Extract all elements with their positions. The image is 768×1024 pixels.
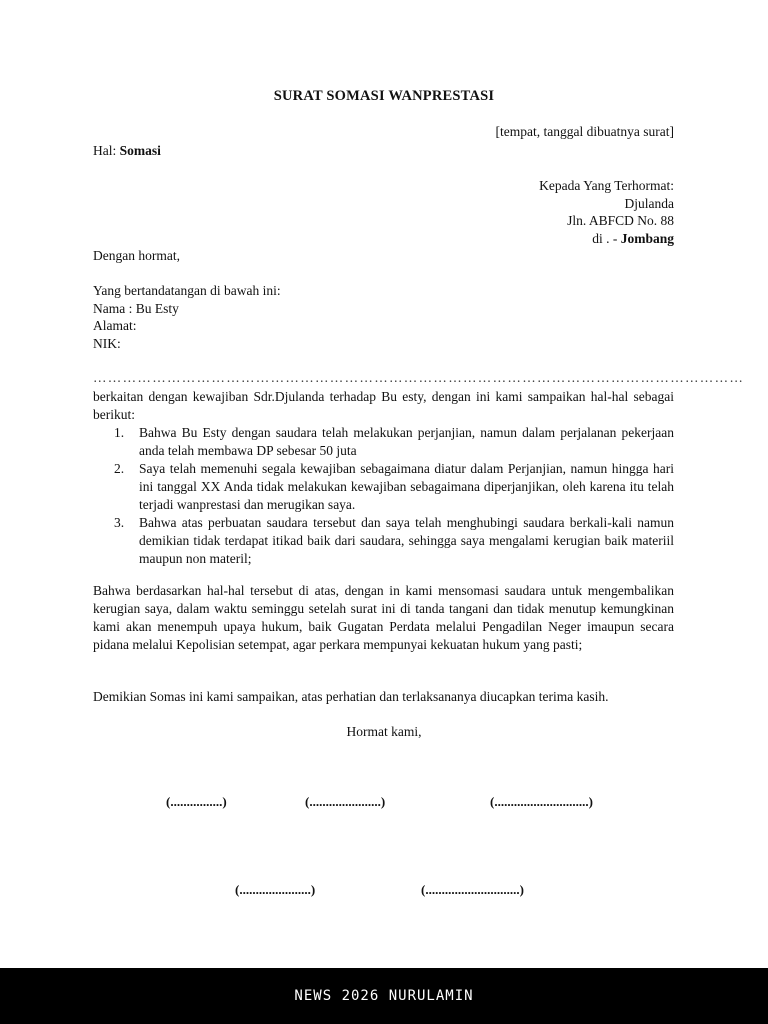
signer-intro: Yang bertandatangan di bawah ini: (93, 283, 281, 298)
signer-nik: NIK: (93, 336, 121, 351)
signature-slot: (......................) (305, 794, 386, 809)
dotted-line: …………………………………………………………………………………………………………………… (93, 370, 745, 385)
recipient-city-prefix: di . - (592, 231, 618, 246)
list-item-number: 3. (114, 515, 125, 530)
signature-slot: (................) (166, 794, 227, 809)
list-item-number: 2. (114, 461, 125, 476)
basis-paragraph: Bahwa berdasarkan hal-hal tersebut di atas, dengan in kami mensomasi saudara untuk mengembalikan kerugian saya, dalam waktu seminggu setelah surat ini di tanda tangani dan tidak menutup kemungkinan kami akan menempuh upaya hukum, baik Gugatan Perdata melalui Pengadilan Neger imaupun secara pidana melalui Kepolisian setempat, agar perkara mempunyai kekuatan hukum yang pasti; (93, 583, 674, 652)
recipient-city (592, 231, 674, 247)
letter-title: SURAT SOMASI WANPRESTASI (273, 88, 495, 104)
recipient-salutation: Kepada Yang Terhormat: (539, 178, 674, 193)
place-date: [tempat, tanggal dibuatnya surat] (495, 124, 674, 139)
subject-value: Somasi (119, 143, 161, 158)
points-list (93, 424, 674, 568)
subject-line (93, 143, 161, 159)
signer-address: Alamat: (93, 318, 137, 333)
recipient-city-name: Jombang (620, 231, 674, 246)
signature-slot: (.............................) (490, 794, 593, 809)
greeting: Dengan hormat, (93, 248, 180, 263)
list-item-text: Saya telah memenuhi segala kewajiban sebagaimana diatur dalam Perjanjian, namun hingga hari ini tanggal XX Anda tidak melakukan kewajiban sebagaimana diperjanjikan, oleh karena itu telah terjadi wanprestasi dan merugikan saya. (139, 461, 674, 512)
list-item (93, 460, 674, 514)
recipient-name: Djulanda (624, 196, 674, 211)
list-item-text: Bahwa atas perbuatan saudara tersebut dan saya telah menghubingi saudara berkali-kali namun demikian tidak terdapat itikad baik dari saudara, sehingga saya mengalami kerugian baik materiil maupun non materil; (139, 515, 674, 566)
signature-slot: (......................) (235, 882, 316, 897)
signer-name: Nama : Bu Esty (93, 301, 179, 316)
list-item (93, 424, 674, 460)
list-item (93, 514, 674, 568)
subject-label: Hal: (93, 143, 117, 158)
list-item-text: Bahwa Bu Esty dengan saudara telah melakukan perjanjian, namun dalam perjalanan pekerjaan anda telah membawa DP sebesar 50 juta (139, 425, 674, 458)
recipient-address: Jln. ABFCD No. 88 (567, 213, 674, 228)
signature-slot: (.............................) (421, 882, 524, 897)
closing-salutation: Hormat kami, (346, 724, 422, 739)
closing-paragraph: Demikian Somas ini kami sampaikan, atas perhatian dan terlaksananya diucapkan terima kasih. (93, 689, 609, 704)
footer-banner: NEWS 2026 NURULAMIN (0, 968, 768, 1024)
intro-paragraph: berkaitan dengan kewajiban Sdr.Djulanda terhadap Bu esty, dengan ini kami sampaikan hal-hal sebagai berikut: (93, 389, 674, 422)
list-item-number: 1. (114, 425, 125, 440)
